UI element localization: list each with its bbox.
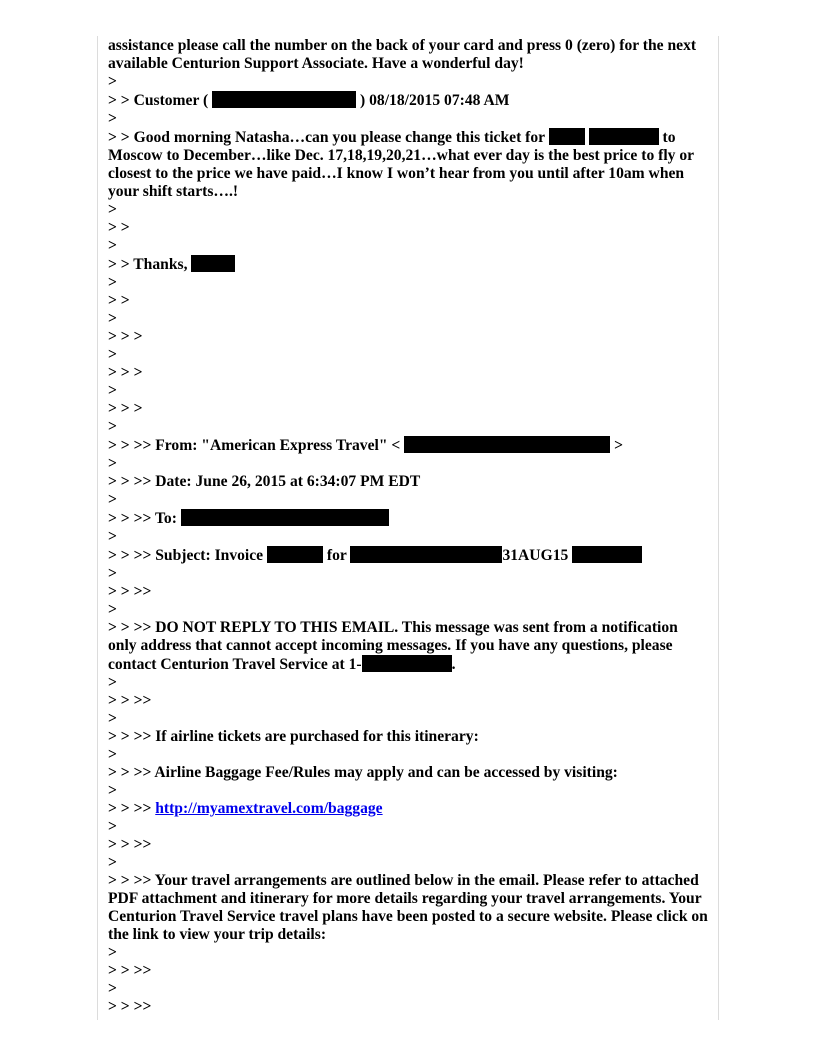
quote-line: > [108,237,117,254]
quote-line: > > >> [108,962,152,979]
quote-line: > [108,601,117,618]
arrangements-paragraph: > > >> Your travel arrangements are outlined below in the email. Please refer to attached PDF attachment and itinerary for more details regarding your travel arrangements. Your Centurion Travel Service travel plans have been posted to a secure website. Please click on the link to view your trip details: [108,872,708,943]
quote-line: > [108,565,117,582]
subject-label: > > >> Subject: Invoice [108,547,264,564]
redacted-block [181,509,389,526]
customer-line [108,91,708,110]
quote-line: > [108,201,117,218]
thanks-line [108,255,708,274]
date-line: > > >> Date: June 26, 2015 at 6:34:07 PM EDT [108,473,421,490]
quote-line: > > [108,292,130,309]
redacted-block [362,655,452,672]
quote-line: > > > [108,400,143,417]
to-line [108,509,708,528]
quote-line: > [108,110,117,127]
from-label: > > >> From: "American Express Travel" < [108,437,401,454]
quote-line: > [108,746,117,763]
quote-line: > > >> [108,692,152,709]
redacted-block [191,255,235,272]
quote-line: > > >> [108,998,152,1015]
quote-line: > [108,782,117,799]
notice-paragraph [108,619,708,674]
quote-line: > [108,528,117,545]
customer-label: > > Customer ( [108,92,209,109]
assistance-paragraph: assistance please call the number on the back of your card and press 0 (zero) for the next available Centurion Support Associate. Have a wonderful day! [108,37,697,72]
customer-timestamp: ) 08/18/2015 07:48 AM [360,92,510,109]
redacted-block [350,546,502,563]
thanks-text: > > Thanks, [108,256,188,273]
email-body [108,37,708,1016]
baggage-link[interactable]: http://myamextravel.com/baggage [155,800,383,817]
quote-line: > [108,980,117,997]
quote-line: > [108,346,117,363]
from-close: > [614,437,623,454]
to-label: > > >> To: [108,510,177,527]
baggage-line: > > >> Airline Baggage Fee/Rules may apply and can be accessed by visiting: [108,764,618,781]
subject-for: for [326,547,347,564]
notice-text: > > >> DO NOT REPLY TO THIS EMAIL. This message was sent from a notification only address that cannot accept incoming messages. If you have any questions, please contact Centurion Travel Service at 1- [108,619,678,673]
redacted-block [589,128,659,145]
quote-line: > [108,455,117,472]
redacted-block [267,546,323,563]
quote-line: > [108,274,117,291]
quote-line: > > >> [108,836,152,853]
redacted-block [572,546,642,563]
request-text-start: > > Good morning Natasha…can you please change this ticket for [108,129,545,146]
link-line [108,800,708,818]
quote-line: > [108,710,117,727]
request-text-end: to Moscow to December…like Dec. 17,18,19,20,21…what ever day is the best price to fly or closest to the price we have paid…I know I won’t hear from you until after 10am when your shift starts….! [108,129,694,200]
from-line [108,436,708,455]
quote-line: > [108,418,117,435]
quote-line: > [108,73,117,90]
quote-line: > [108,818,117,835]
quote-line: > > >> [108,583,152,600]
subject-line [108,546,708,565]
subject-date-code: 31AUG15 [502,547,569,564]
quote-line: > [108,944,117,961]
quote-line: > [108,854,117,871]
airline-line: > > >> If airline tickets are purchased for this itinerary: [108,728,479,745]
notice-end: . [451,656,456,673]
quote-line: > > > [108,328,143,345]
quote-line: > [108,382,117,399]
quote-line: > > [108,219,130,236]
quote-line: > [108,491,117,508]
redacted-block [549,128,585,145]
quote-line: > > > [108,364,143,381]
redacted-block [212,91,356,108]
request-paragraph [108,128,708,201]
quote-line: > [108,674,117,691]
redacted-block [404,436,610,453]
quote-line: > [108,310,117,327]
link-prefix: > > >> [108,800,152,817]
